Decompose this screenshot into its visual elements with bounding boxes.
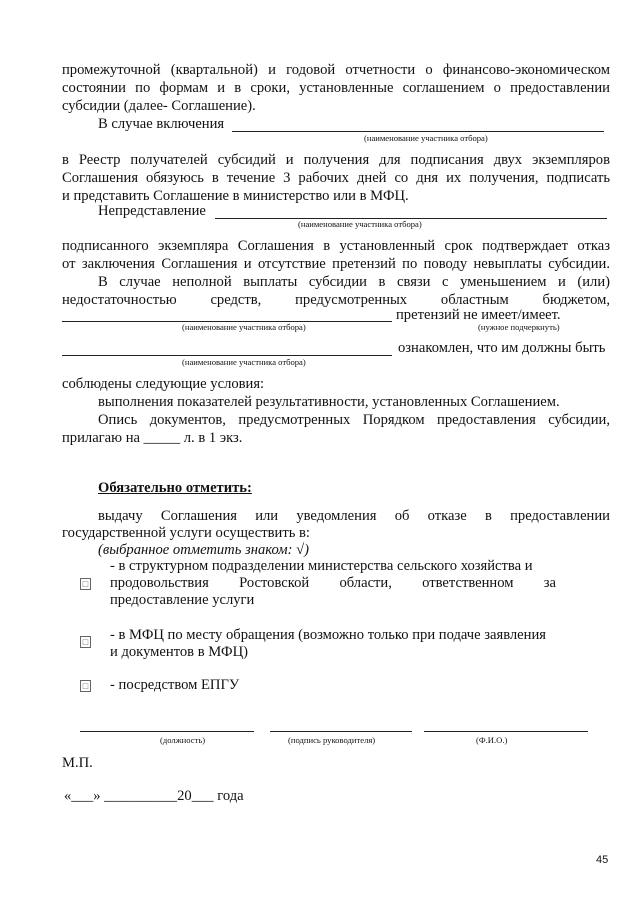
fio-line[interactable] [424,731,588,732]
p5-line3: выполнения показателей результативности, установленных Соглашением. [98,394,560,410]
aware-text: ознакомлен, что им должны быть [398,340,606,356]
caption-fio: (Ф.И.О.) [476,735,508,745]
p6-line1: Опись документов, предусмотренных Порядком предоставления субсидии, [98,412,610,428]
option-1-line1: - в структурном подразделении министерства сельского хозяйства и [110,558,533,574]
stamp-label: М.П. [62,755,93,771]
position-line[interactable] [80,731,254,732]
option-2-checkbox[interactable]: □ [80,636,91,648]
claims-text: претензий не имеет/имеет. [396,307,561,323]
notice-line2: государственной услуги осуществить в: [62,525,310,541]
option-3-checkbox[interactable]: □ [80,680,91,692]
participant-name-line-1[interactable] [232,131,604,132]
p2-line3: и представить Соглашение в министерство или в МФЦ. [62,188,409,204]
p2-line2: Соглашения обязуюсь в течение 3 рабочих дней со дня их получения, подписать [62,170,610,186]
option-1-line3: предоставление услуги [110,592,255,608]
p1-line1: промежуточной (квартальной) и годовой отчетности о финансово-экономическом [62,62,610,78]
notice-line1: выдачу Соглашения или уведомления об отказе в предоставлении [98,508,610,524]
date-line: «___» __________20___ года [64,788,244,804]
p2-line1: в Реестр получателей субсидий и получения для подписания двух экземпляров [62,152,610,168]
participant-name-line-4[interactable] [62,355,392,356]
p1-line2: состоянии по формам и в сроки, установленные соглашением о предоставлении [62,80,610,96]
caption-signature: (подпись руководителя) [288,735,376,745]
p4-line2: недостаточностью средств, предусмотренных областным бюджетом, [62,292,610,308]
caption-participant-3: (наименование участника отбора) [182,322,306,332]
nonsubmission-label: Непредставление [98,203,206,219]
option-3-line1: - посредством ЕПГУ [110,677,240,693]
p6-line2: прилагаю на _____ л. в 1 экз. [62,430,243,446]
p3-line2: от заключения Соглашения и отсутствие претензий по поводу невыплаты субсидии. [62,256,610,272]
caption-position: (должность) [160,735,206,745]
inclusion-label: В случае включения [98,116,225,132]
notice-heading: Обязательно отметить: [98,480,252,496]
option-1-checkbox[interactable]: □ [80,578,91,590]
option-1-line2: продовольствия Ростовской области, ответственном за [110,575,556,591]
caption-strike: (нужное подчеркнуть) [478,322,560,332]
p3-line1: подписанного экземпляра Соглашения в установленный срок подтверждает отказ [62,238,610,254]
caption-participant-4: (наименование участника отбора) [182,357,306,367]
option-2-line2: и документов в МФЦ) [110,644,248,660]
caption-participant-1: (наименование участника отбора) [364,133,488,143]
page-number: 45 [596,854,609,866]
p4-line1: В случае неполной выплаты субсидии в связи с уменьшением и (или) [98,274,610,290]
signature-line[interactable] [270,731,412,732]
caption-participant-2: (наименование участника отбора) [298,219,422,229]
option-2-line1: - в МФЦ по месту обращения (возможно только при подаче заявления [110,627,546,643]
p5-line2: соблюдены следующие условия: [62,376,265,392]
p1-line3: субсидии (далее- Соглашение). [62,98,256,114]
notice-hint: (выбранное отметить знаком: √) [98,542,309,558]
